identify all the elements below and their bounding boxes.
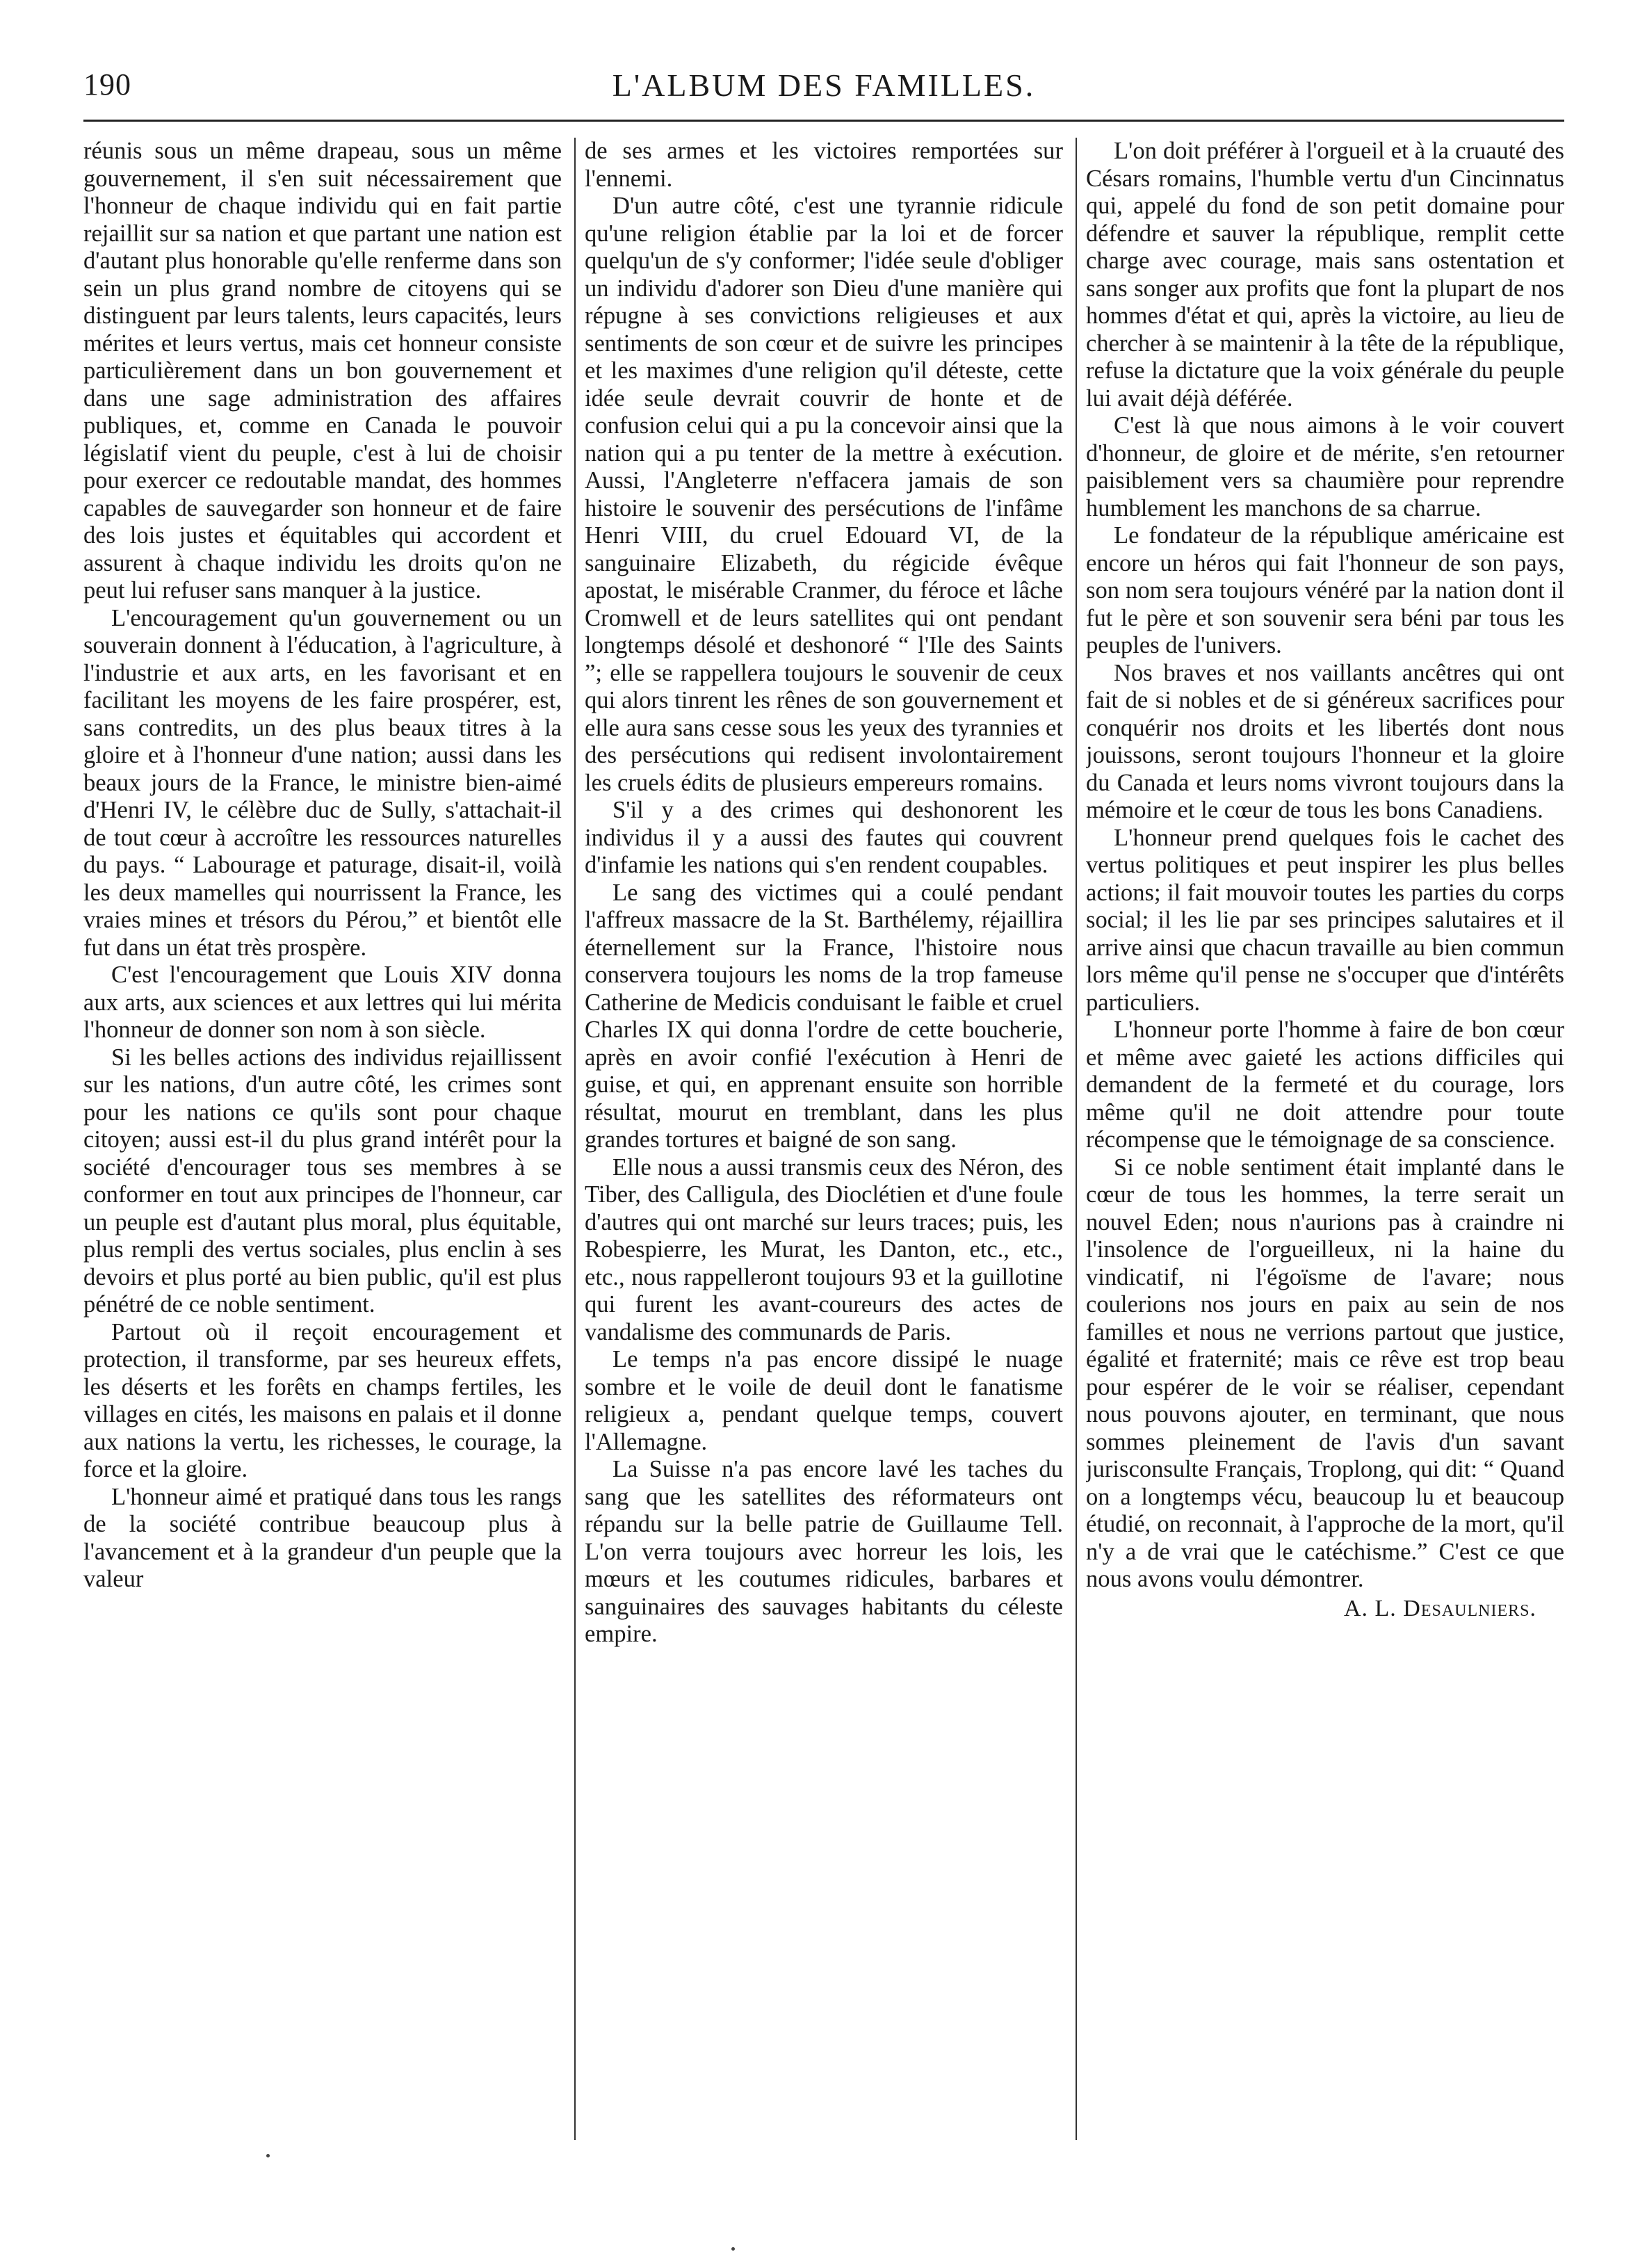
paragraph: Elle nous a aussi transmis ceux des Néron, des Tiber, des Calligula, des Dioclétien et d'une foule d'autres qui ont marché sur leurs traces; puis, les Robespierre, les Murat, les Danton, etc., etc., etc., nous rappelleront toujours 93 et la guillotine qui furent les avant-coureurs des actes de vandalisme des communards de Paris. [585, 1153, 1063, 1345]
print-speck [731, 2247, 735, 2251]
paragraph: C'est l'encouragement que Louis XIV donna aux arts, aux sciences et aux lettres qui lui mérita l'honneur de donner son nom à son siècle. [83, 962, 562, 1043]
author-name: A. L. Desaulniers. [1343, 1595, 1536, 1621]
paragraph: L'honneur prend quelques fois le cachet des vertus politiques et peut inspirer les plus belles actions; il fait mouvoir toutes les parties du corps social; il les lie par ses principes salutaires et il arrive ainsi que chacun travaille au bien commun lors même qu'il pense ne s'occuper que d'intérêts particuliers. [1086, 824, 1564, 1016]
column-3 [1086, 138, 1564, 2154]
column-rule [574, 138, 576, 2140]
paragraph: réunis sous un même drapeau, sous un même gouvernement, il s'en suit nécessairement que l'honneur de chaque individu qui en fait partie rejaillit sur sa nation et que partant une nation est d'autant plus honorable qu'elle renferme dans son sein un plus grand nombre de citoyens qui se distinguent par leurs talents, leurs capacités, leurs mérites et leurs vertus, mais cet honneur consiste particulièrement dans un bon gouvernement et dans une sage administration des affaires publiques, et, comme en Canada le pouvoir législatif vient du peuple, c'est à lui de choisir pour exercer ce redoutable mandat, des hommes capables de sauvegarder son honneur et de faire des lois justes et équitables qui accordent et assurent à chaque individu les droits qu'on ne peut lui refuser sans manquer à la justice. [83, 138, 562, 604]
paragraph: Nos braves et nos vaillants ancêtres qui ont fait de si nobles et de si généreux sacrifices pour conquérir nos droits et les libertés dont nous jouissons, seront toujours l'honneur et la gloire du Canada et leurs noms vivront toujours dans la mémoire et le cœur de tous les bons Canadiens. [1086, 659, 1564, 823]
paragraph: Le temps n'a pas encore dissipé le nuage sombre et le voile de deuil dont le fanatisme religieux a, pendant quelque temps, couvert l'Allemagne. [585, 1346, 1063, 1455]
paragraph: D'un autre côté, c'est une tyrannie ridicule qu'une religion établie par la loi et de forcer quelqu'un de s'y conformer; l'idée seule d'obliger un individu d'adorer son Dieu d'une manière qui répugne à ses convictions religieuses et aux sentiments de son cœur et de suivre les principes et les maximes d'une religion qu'il déteste, cette idée seule devrait couvrir de honte et de confusion celui qui a pu la concevoir ainsi que la nation qui a pu tenter de la mettre à exécution. Aussi, l'Angleterre n'effacera jamais de son histoire le souvenir des persécutions de l'infâme Henri VIII, du cruel Edouard VI, de la sanguinaire Elizabeth, du régicide évêque apostat, le misérable Cranmer, du féroce et lâche Cromwell et de leurs satellites qui ont pendant longtemps désolé et deshonoré “ l'Ile des Saints ”; elle se rappellera toujours le souvenir de ceux qui alors tinrent les rênes de son gouvernement et elle aura sans cesse sous les yeux des tyrannies et des persécutions qui redisent involontairement les cruels édits de plusieurs empereurs romains. [585, 193, 1063, 796]
column-1 [83, 138, 562, 2154]
page-header [83, 67, 1564, 115]
paragraph: Partout où il reçoit encouragement et protection, il transforme, par ses heureux effets, les déserts et les forêts en champs fertiles, les villages en cités, les maisons en palais et il donne aux nations la vertu, les richesses, le courage, la force et la gloire. [83, 1318, 562, 1482]
paragraph: Si les belles actions des individus rejaillissent sur les nations, d'un autre côté, les crimes sont pour les nations ce qu'ils sont pour chaque citoyen; aussi est-il du plus grand intérêt pour la société d'encourager tous ses membres à se conformer en tout aux principes de l'honneur, car un peuple est d'autant plus moral, plus équitable, plus rempli des vertus sociales, plus enclin à ses devoirs et plus porté au bien public, qu'il est plus pénétré de ce noble sentiment. [83, 1044, 562, 1318]
paragraph: S'il y a des crimes qui deshonorent les individus il y a aussi des fautes qui couvrent d'infamie les nations qui s'en rendent coupables. [585, 797, 1063, 878]
column-rule [1076, 138, 1077, 2140]
paragraph: L'honneur porte l'homme à faire de bon cœur et même avec gaieté les actions difficiles qui demandent de la fermeté et du courage, lors même qu'il ne doit attendre pour toute récompense que le témoignage de sa conscience. [1086, 1016, 1564, 1153]
paragraph: de ses armes et les victoires remportées sur l'ennemi. [585, 138, 1063, 192]
running-title: L'ALBUM DES FAMILLES. [612, 67, 1036, 103]
paragraph: Si ce noble sentiment était implanté dans le cœur de tous les hommes, la terre serait un nouvel Eden; nous n'aurions pas à craindre ni l'insolence de l'orgueilleux, ni la haine du vindicatif, ni l'égoïsme de l'avare; nous coulerions nos jours en paix au sein de nos familles et nous ne verrions partout que justice, égalité et fraternité; mais ce rêve est trop beau pour espérer de le voir se réaliser, cependant nous pouvons ajouter, en terminant, que nous sommes pleinement de l'avis d'un savant jurisconsulte Français, Troplong, qui dit: “ Quand on a longtemps vécu, beaucoup lu et beaucoup étudié, on reconnait, à l'approche de la mort, qu'il n'y a de vrai que le catéchisme.” C'est ce que nous avons voulu démontrer. [1086, 1153, 1564, 1592]
print-speck [266, 2154, 270, 2157]
header-rule [83, 120, 1564, 122]
paragraph: C'est là que nous aimons à le voir couvert d'honneur, de gloire et de mérite, s'en retourner paisiblement vers sa chaumière pour reprendre humblement les manchons de sa charrue. [1086, 412, 1564, 521]
paragraph: L'honneur aimé et pratiqué dans tous les rangs de la société contribue beaucoup plus à l'avancement et à la grandeur d'un peuple que la valeur [83, 1483, 562, 1592]
paragraph: L'on doit préférer à l'orgueil et à la cruauté des Césars romains, l'humble vertu d'un Cincinnatus qui, appelé du fond de son petit domaine pour défendre et sauver la république, remplit cette charge avec courage, mais sans ostentation et sans songer aux profits que font la plupart de nos hommes d'état et qui, après la victoire, au lieu de chercher à se maintenir à la tête de la république, refuse la dictature que la voix générale du peuple lui avait déjà déférée. [1086, 138, 1564, 412]
paragraph: L'encouragement qu'un gouvernement ou un souverain donnent à l'éducation, à l'agriculture, à l'industrie et aux arts, en les favorisant et en facilitant les moyens de les faire prospérer, est, sans contredits, un des plus beaux titres à la gloire et à l'honneur d'une nation; aussi dans les beaux jours de la France, le ministre bien-aimé d'Henri IV, le célèbre duc de Sully, s'attachait-il de tout cœur à accroître les ressources naturelles du pays. “ Labourage et paturage, disait-il, voilà les deux mamelles qui nourrissent la France, les vraies mines et trésors du Pérou,” et bientôt elle fut dans un état très prospère. [83, 604, 562, 961]
article-columns [83, 138, 1564, 2154]
paragraph: La Suisse n'a pas encore lavé les taches du sang que les satellites des réformateurs ont répandu sur la belle patrie de Guillaume Tell. L'on verra toujours avec horreur les lois, les mœurs et les coutumes ridicules, barbares et sanguinaires des sauvages habitants du céleste empire. [585, 1456, 1063, 1647]
author-signature [1086, 1595, 1564, 1623]
page-number: 190 [83, 67, 131, 102]
paragraph: Le sang des victimes qui a coulé pendant l'affreux massacre de la St. Barthélemy, réjaillira éternellement sur la France, l'histoire nous conservera toujours les noms de la trop fameuse Catherine de Medicis conduisant le faible et cruel Charles IX qui donna l'ordre de cette boucherie, après en avoir confié l'exécution à Henri de guise, et qui, en apprenant ensuite son horrible résultat, mourut en tremblant, dans les plus grandes tortures et baigné de son sang. [585, 879, 1063, 1153]
paragraph: Le fondateur de la république américaine est encore un héros qui fait l'honneur de son pays, son nom sera toujours vénéré par la nation dont il fut le père et son souvenir sera béni par tous les peuples de l'univers. [1086, 522, 1564, 658]
column-2 [585, 138, 1063, 2154]
